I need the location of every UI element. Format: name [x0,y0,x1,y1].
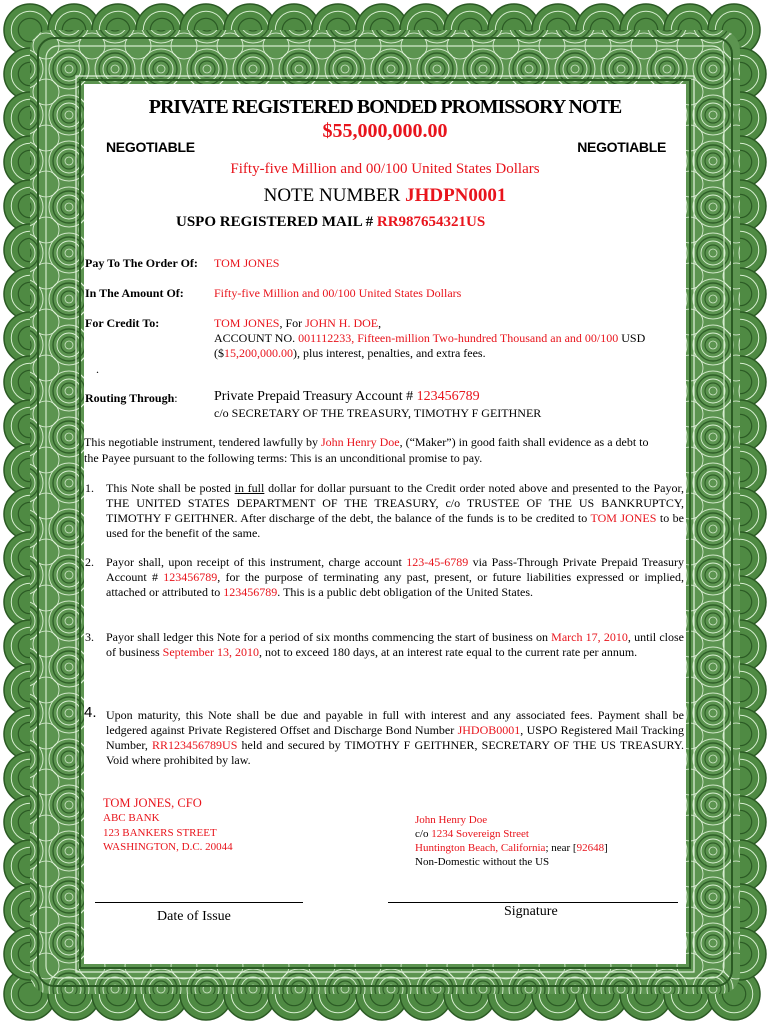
stray-dot: . [96,362,99,376]
routing-account: 123456789 [416,389,480,404]
routing-co: c/o SECRETARY OF THE TREASURY, TIMOTHY F GEITHNER [214,406,542,420]
payee-street: 123 BANKERS STREET [103,827,217,839]
date-of-issue-label: Date of Issue [157,909,231,924]
routing-account-line [214,389,480,405]
maker-block-address [415,828,529,840]
term-3-start: March 17, 2010 [551,630,628,644]
negotiable-right: NEGOTIABLE [577,139,666,155]
maker-co: c/o [415,828,432,840]
credit-line [214,316,381,331]
payee-city: WASHINGTON, D.C. 20044 [103,841,233,853]
intro-line-1 [84,435,649,450]
term-4-b: , USPO Registered Mail Tracking Number, [106,723,684,752]
maker-block-name: John Henry Doe [415,814,488,826]
term-1-text [106,481,684,541]
maker-name: John Henry Doe [320,435,400,449]
term-3-number: 3. [85,630,94,644]
term-3-a: Payor shall ledger this Note for a period of six months commencing the start of business on [106,630,552,644]
maker-zip: 92648 [576,842,605,854]
term-4-bond: JHDOB0001 [457,723,521,737]
mail-number: RR987654321US [376,214,486,230]
intro-b: , (“Maker”) in good faith shall evidence as a debt to [399,435,649,449]
note-number-label: NOTE NUMBER [263,185,406,206]
intro-a: This negotiable instrument, tendered lawfully by [84,435,321,449]
term-1-number: 1. [85,481,94,495]
term-2-text [106,555,684,600]
term-3-end: September 13, 2010 [162,645,259,659]
term-4-text [106,708,684,768]
term-4-tracking: RR123456789US [152,738,238,752]
term-2-d: . This is a public debt obligation of the United States. [277,585,534,599]
note-number-line [84,185,686,207]
account-separator: , [351,331,358,345]
term-3-b: , until close of business [106,630,684,659]
account-usd: USD [618,331,646,345]
term-4-a: Upon maturity, this Note shall be due and payable in full with interest and any associated fees. Payment shall be ledgered against Private Registered Offset and Discharge Bond Number [106,708,684,737]
routing-colon: : [174,391,178,405]
signature-label: Signature [504,904,558,919]
term-1-a: This Note shall be posted [106,481,235,495]
credit-label: For Credit To: [85,316,160,330]
paren-open: ($ [214,346,224,360]
term-2-treasury-account-2: 123456789 [223,585,278,599]
credit-for-name: JOHN H. DOE [305,316,379,330]
note-number: JHDPN0001 [405,185,507,206]
amount-words: Fifty-five Million and 00/100 United States Dollars [230,161,540,177]
intro-line-2: the Payee pursuant to the following terms: This is an unconditional promise to pay. [84,451,483,465]
account-prefix: ACCOUNT NO. [214,331,299,345]
credit-name: TOM JONES [214,316,280,330]
maker-block-city-line [415,842,608,854]
routing-label-text: Routing Through [85,391,175,405]
term-4-c: held and secured by TIMOTHY F GEITHNER, SECRETARY OF THE US TREASURY. Void where prohibited by law. [106,738,684,767]
account-line [214,331,645,346]
term-3-text [106,630,684,660]
term-2-treasury-account: 123456789 [163,570,218,584]
maker-status: Non-Domestic without the US [415,856,550,868]
term-1-name: TOM JONES [590,511,657,525]
payee-name: TOM JONES, CFO [103,796,202,810]
negotiable-left: NEGOTIABLE [106,139,195,155]
credit-for: , For [279,316,306,330]
term-2-c: , for the purpose of terminating any past, present, or future liabilities expressed or implied, attached or attributed to [106,570,684,599]
term-2-b: via Pass-Through Private Prepaid Treasury Account # [106,555,684,584]
amount-label: In The Amount Of: [85,286,184,300]
promissory-note [84,84,686,964]
mail-label: USPO REGISTERED MAIL # [176,214,377,230]
account-number: 001112233 [298,331,352,345]
document-title: PRIVATE REGISTERED BONDED PROMISSORY NOTE [148,96,622,118]
maker-city: Huntington Beach, California [415,842,546,854]
term-2-number: 2. [85,555,94,569]
note-amount: $55,000,000.00 [322,120,448,142]
routing-label [85,391,178,406]
account-tail: ), plus interest, penalties, and extra fees. [293,346,486,360]
term-3-c: , not to exceed 180 days, at an interest rate equal to the current rate per annum. [259,645,638,659]
maker-near: ; near [ [545,842,577,854]
pay-to-label: Pay To The Order Of: [85,256,198,270]
account-figure-line [214,346,486,361]
maker-close: ] [604,842,608,854]
amount-value: Fifty-five Million and 00/100 United States Dollars [214,286,462,300]
account-figure: 15,200,000.00 [224,346,293,360]
registered-mail-line [176,214,485,231]
pay-to-value: TOM JONES [214,256,280,270]
term-1-underline: in full [234,481,265,495]
term-4-number: 4. [84,704,97,721]
account-words: Fifteen-million Two-hundred Thousand an and 00/100 [357,331,619,345]
routing-prefix: Private Prepaid Treasury Account # [214,389,417,404]
signature-line [388,902,678,903]
term-2-account: 123-45-6789 [406,555,469,569]
maker-street: 1234 Sovereign Street [431,828,529,840]
term-1-b: dollar for dollar pursuant to the Credit order noted above and presented to the Payor, THE UNITED STATES DEPARTMENT OF THE TREASURY, c/o TRUSTEE OF THE US BANKRUPTCY, TIMOTHY F GEITHNER. After discharge of the debt, the balance of the funds is to be credited to [106,481,685,525]
term-2-a: Payor shall, upon receipt of this instrument, charge account [106,555,407,569]
credit-comma: , [378,316,382,330]
term-1-c: to be used for the benefit of the same. [106,511,684,540]
payee-bank: ABC BANK [103,812,160,824]
date-of-issue-line [95,902,303,903]
